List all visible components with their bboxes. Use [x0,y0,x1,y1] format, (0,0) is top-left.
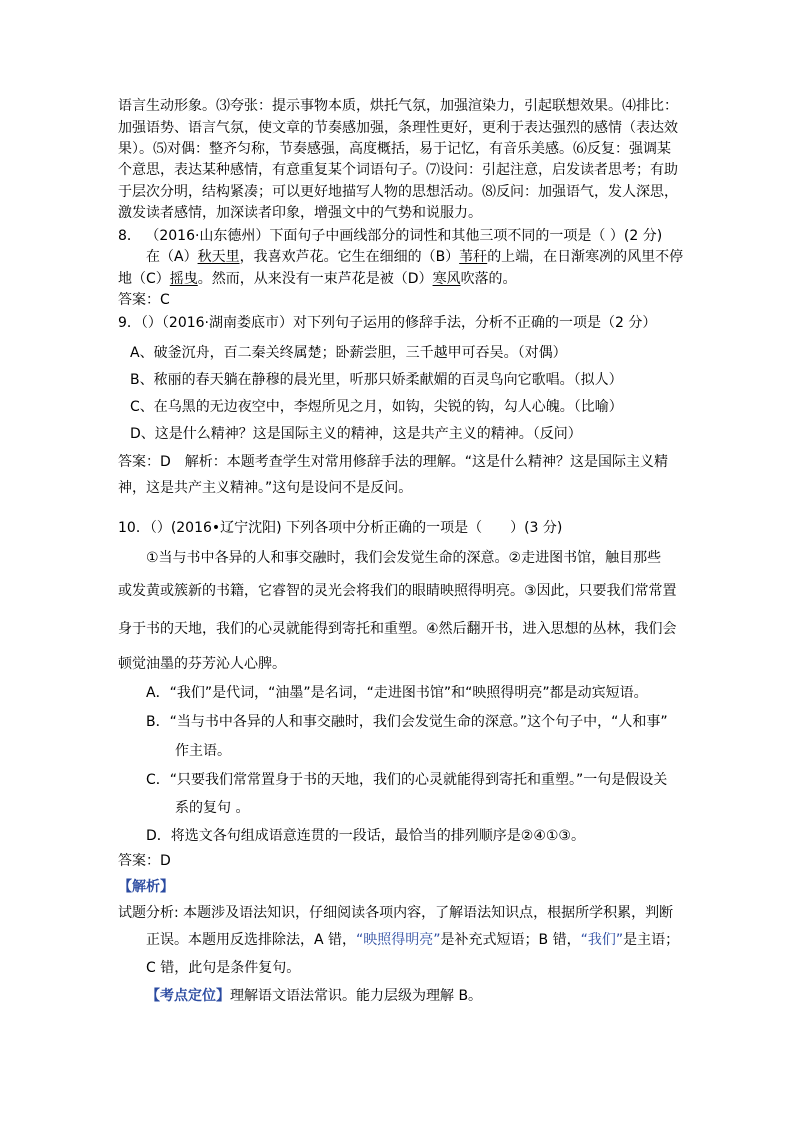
underlined-word: 苇秆 [459,249,488,265]
q10-answer: 答案：D [118,853,171,869]
text: 是补充式短语；B 错， [440,932,581,948]
q8-passage-line [146,247,683,267]
q9-option-c: C、在乌黑的无边夜空中，李煜所见之月，如钩，尖锐的钩，勾人心魄。（比喻） [130,399,623,415]
underlined-word: 寒风 [432,271,461,287]
q8-passage-line [118,269,517,289]
q10-option-b: B．“当与书中各异的人和事交融时，我们会发觉生命的深意。”这个句子中，“人和事” [146,714,668,730]
q10-option-c-cont: 系的复句 。 [175,800,250,816]
text: 。然而，从来没有一束芦花是被（D） [197,271,433,287]
exam-point-tag: 【考点定位】 [146,988,230,1004]
q10-option-d: D．将选文各句组成语意连贯的一段话，最恰当的排列顺序是②④①③。 [146,828,585,844]
q9-option-d: D、这是什么精神？这是国际主义的精神，这是共产主义的精神。（反问） [130,426,582,442]
q10-passage-line: 身于书的天地，我们的心灵就能得到寄托和重塑。④然后翻开书，进入思想的丛林，我们会 [118,621,677,637]
exam-point [146,986,482,1006]
text: 地（C） [118,271,170,287]
underlined-word: 秋天里 [197,249,240,265]
text: ，我喜欢芦花。它生在细细的（B） [239,249,460,265]
text: 吹落的。 [460,271,517,287]
intro-line: 激发读者感情，加深读者印象，增强文中的气势和说服力。 [118,205,482,221]
q10-passage-line: 顿觉油墨的芬芳沁人心脾。 [118,656,286,672]
text: 的上端，在日渐寒冽的风里不停 [487,249,684,265]
quoted-term: “我们” [580,932,624,948]
intro-line: 语言生动形象。⑶夸张：提示事物本质，烘托气氛，加强渲染力，引起联想效果。⑷排比： [118,98,678,114]
analysis-line: C 错，此句是条件复句。 [146,960,301,976]
intro-line: 于层次分明，结构紧凑；可以更好地描写人物的思想活动。⑻反问：加强语气，发人深思， [118,184,678,200]
q10-option-a: A．“我们”是代词，“油墨”是名词，“走进图书馆”和“映照得明亮”都是动宾短语。 [146,685,648,701]
text: 是主语； [623,932,680,948]
quoted-term: “映照得明亮” [356,932,441,948]
q8-stem: 8． （2016·山东德州）下面句子中画线部分的词性和其他三项不同的一项是（ ）(2 分) [118,228,663,244]
intro-line: 果）。⑸对偶：整齐匀称，节奏感强，高度概括，易于记忆，有音乐美感。⑹反复：强调某 [118,141,671,157]
underlined-word: 摇曳 [169,271,198,287]
q9-answer-line: 答案：D 解析：本题考查学生对常用修辞手法的理解。“这是什么精神？这是国际主义精 [118,454,669,470]
q10-option-b-cont: 作主语。 [175,743,231,759]
analysis-line: 试题分析: 本题涉及语法知识，仔细阅读各项内容，了解语法知识点，根据所学积累，判断 [118,905,674,921]
text: 正误。本题用反选排除法，A 错， [146,932,357,948]
analysis-heading: 【解析】 [118,879,174,895]
q10-passage-line: ①当与书中各异的人和事交融时，我们会发觉生命的深意。②走进图书馆，触目那些 [146,550,662,566]
q10-stem: 10．（）(2016•辽宁沈阳) 下列各项中分析正确的一项是（ ）(3 分) [118,520,563,536]
analysis-line [146,930,679,950]
intro-line: 加强语势、语言气氛，使文章的节奏感加强，条理性更好，更利于表达强烈的感情（表达效 [118,120,678,136]
exam-point-text: 理解语文语法常识。能力层级为理解 B。 [230,988,483,1004]
q9-option-a: A、破釜沉舟，百二秦关终属楚；卧薪尝胆，三千越甲可吞吴。（对偶） [130,345,567,361]
q9-stem: 9．（）（2016·湖南娄底市）对下列句子运用的修辞手法，分析不正确的一项是（2 分） [118,315,657,331]
q10-option-c: C．“只要我们常常置身于书的天地，我们的心灵就能得到寄托和重塑。”一句是假设关 [146,772,668,788]
text: 在（A） [146,249,198,265]
q9-option-b: B、秾丽的春天躺在静穆的晨光里，听那只娇柔献媚的百灵鸟向它歌唱。（拟人） [130,372,623,388]
q9-answer-line: 神，这是共产主义精神。”这句是设问不是反问。 [118,480,413,496]
q10-passage-line: 或发黄或簇新的书籍，它睿智的灵光会将我们的眼睛映照得明亮。③因此，只要我们常常置 [118,583,677,599]
intro-line: 个意思，表达某种感情，有意重复某个词语句子。⑺设问：引起注意，启发读者思考；有助 [118,162,678,178]
q8-answer: 答案：C [118,292,170,308]
